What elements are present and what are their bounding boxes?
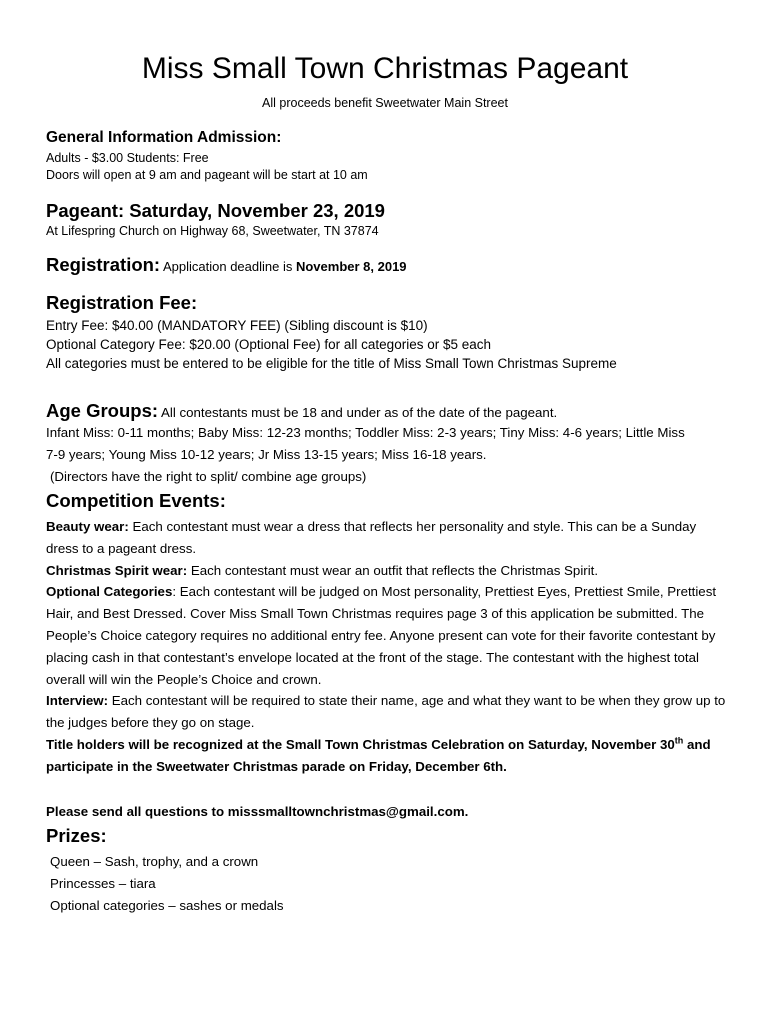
events-body <box>46 516 726 778</box>
spirit-label: Christmas Spirit wear: <box>46 562 188 578</box>
pageant-location: At Lifespring Church on Highway 68, Sweetwater, TN 37874 <box>46 224 379 238</box>
title-holders-text-a: Title holders will be recognized at the Small Town Christmas Celebration on Saturday, November 30 <box>46 736 675 752</box>
spirit-paragraph <box>46 560 726 582</box>
fee-line-3: All categories must be entered to be eligible for the title of Miss Small Town Christmas Supreme <box>46 356 617 371</box>
age-line-2: 7-9 years; Young Miss 10-12 years; Jr Miss 13-15 years; Miss 16-18 years. <box>46 447 487 462</box>
fee-heading: Registration Fee: <box>46 292 198 313</box>
title-holders-paragraph <box>46 734 726 778</box>
interview-text: Each contestant will be required to state their name, age and what they want to be when they grow up to the judges before they go on stage. <box>46 693 726 731</box>
general-line-1: Adults - $3.00 Students: Free <box>46 151 209 165</box>
beauty-text: Each contestant must wear a dress that reflects her personality and style. This can be a Sunday dress to a pageant dress. <box>46 519 697 556</box>
age-line-1: Infant Miss: 0-11 months; Baby Miss: 12-23 months; Toddler Miss: 2-3 years; Tiny Miss: 4-6 years; Little Miss <box>46 425 685 440</box>
general-heading: General Information Admission: <box>46 129 282 146</box>
age-heading: Age Groups: <box>46 400 159 421</box>
optional-text: : Each contestant will be judged on Most personality, Prettiest Eyes, Prettiest Smile, Prettiest Hair, and Best Dressed. Cover Miss Small Town Christmas requires page 3 of this application be submitted. The People’s Choice category requires no additional entry fee. Anyone present can vote for their favorite contestant by placing cash in that contestant’s envelope located at the front of the stage. The contestant with the highest total overall will win the People’s Choice and crown. <box>46 584 717 687</box>
general-line-2: Doors will open at 9 am and pageant will be start at 10 am <box>46 168 368 182</box>
interview-label: Interview: <box>46 693 109 709</box>
registration-heading: Registration: <box>46 254 161 275</box>
registration-text: Application deadline is <box>160 259 296 274</box>
page-subtitle: All proceeds benefit Sweetwater Main Street <box>262 96 508 110</box>
contact-line: Please send all questions to misssmalltownchristmas@gmail.com. <box>46 804 469 819</box>
title-holders-text-b: and participate in the Sweetwater Christmas parade on Friday, December 6th. <box>46 736 711 774</box>
beauty-paragraph <box>46 516 726 560</box>
spirit-text: Each contestant must wear an outfit that reflects the Christmas Spirit. <box>187 562 599 578</box>
beauty-label: Beauty wear: <box>46 519 129 534</box>
page-title: Miss Small Town Christmas Pageant <box>141 52 629 85</box>
prize-item: Princesses – tiara <box>50 876 156 891</box>
age-line-3: (Directors have the right to split/ combine age groups) <box>50 469 367 484</box>
optional-label: Optional Categories <box>46 584 173 600</box>
events-heading: Competition Events: <box>46 490 226 511</box>
optional-paragraph <box>46 581 726 690</box>
interview-paragraph <box>46 690 726 734</box>
fee-line-1: Entry Fee: $40.00 (MANDATORY FEE) (Sibling discount is $10) <box>46 318 428 333</box>
registration-deadline: November 8, 2019 <box>295 259 407 274</box>
prize-item: Queen – Sash, trophy, and a crown <box>50 854 259 869</box>
registration-line <box>46 253 736 279</box>
pageant-heading: Pageant: Saturday, November 23, 2019 <box>46 200 385 221</box>
prizes-heading: Prizes: <box>46 825 107 846</box>
title-holders-sup: th <box>674 735 684 746</box>
age-intro: All contestants must be 18 and under as of the date of the pageant. <box>158 405 558 420</box>
prize-item: Optional categories – sashes or medals <box>50 898 284 913</box>
fee-line-2: Optional Category Fee: $20.00 (Optional Fee) for all categories or $5 each <box>46 337 491 352</box>
